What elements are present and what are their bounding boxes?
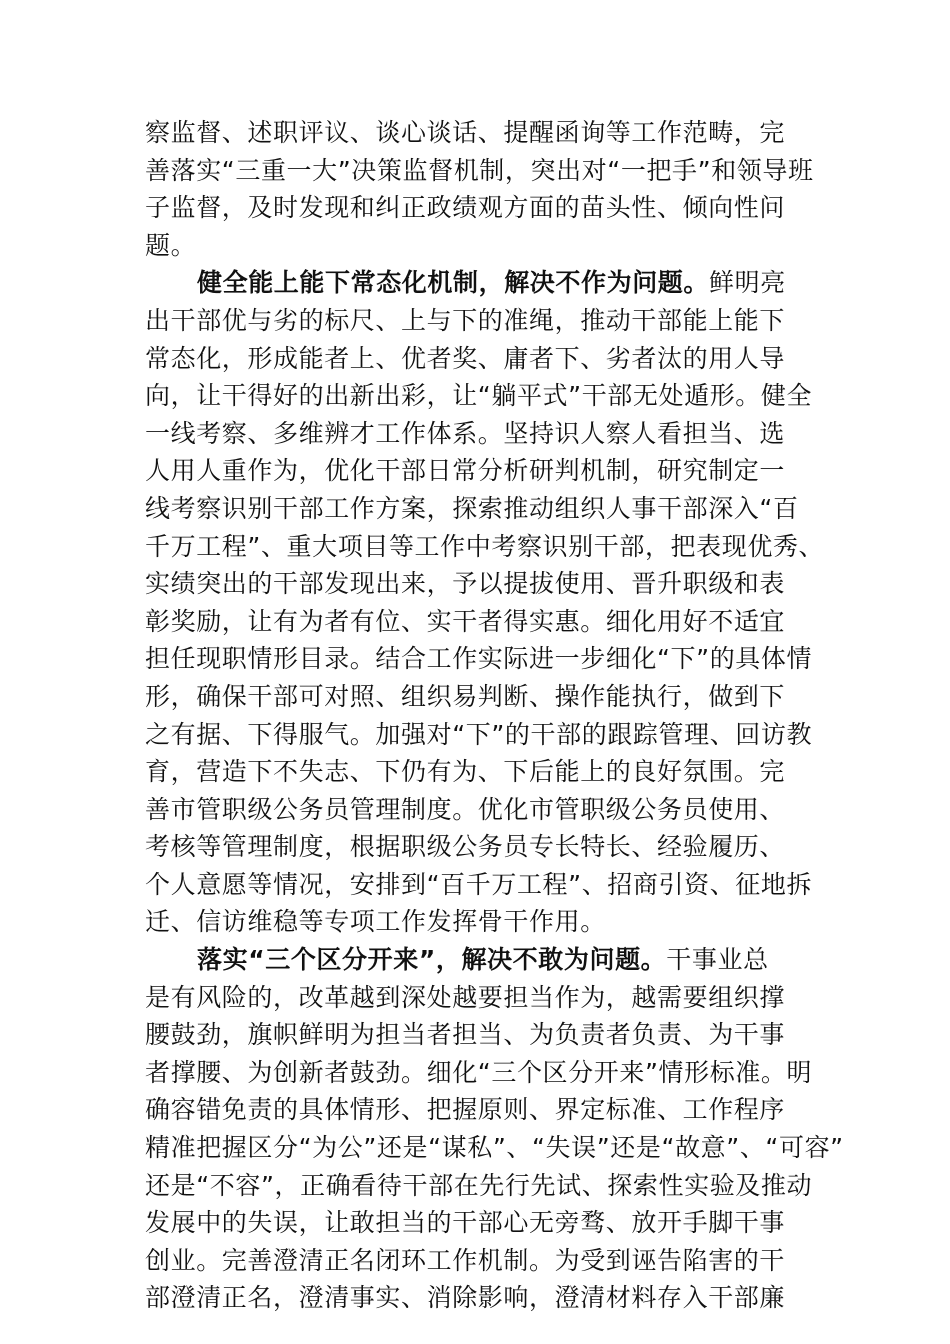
text-line: 察监督、述职评议、谈心谈话、提醒函询等工作范畴，完 xyxy=(145,118,786,147)
paragraph-heading: 健全能上能下常态化机制，解决不作为问题。 xyxy=(197,268,710,298)
text-line: 腰鼓劲，旗帜鲜明为担当者担当、为负责者负责、为干事 xyxy=(145,1020,786,1050)
text-line: 彰奖励，让有为者有位、实干者得实惠。细化用好不适宜 xyxy=(145,606,786,636)
text-line: 考核等管理制度，根据职级公务员专长特长、经验履历、 xyxy=(145,832,786,862)
text-line: 人用人重作为，优化干部日常分析研判机制，研究制定一 xyxy=(145,456,786,486)
text-line: 形，确保干部可对照、组织易判断、操作能执行，做到下 xyxy=(145,681,786,711)
text-line: 善市管职级公务员管理制度。优化市管职级公务员使用、 xyxy=(145,794,786,824)
text-line: 育，营造下不失志、下仍有为、下后能上的良好氛围。完 xyxy=(145,757,786,787)
paragraph xyxy=(145,264,825,941)
text-line: 精准把握区分“为公”还是“谋私”、“失误”还是“故意”、“可容” xyxy=(145,1133,844,1163)
paragraph-first-line xyxy=(145,941,813,979)
text-line: 一线考察、多维辨才工作体系。坚持识人察人看担当、选 xyxy=(145,418,786,448)
document-body xyxy=(145,114,844,1317)
text-run: 干事业总 xyxy=(666,945,769,975)
text-line: 子监督，及时发现和纠正政绩观方面的苗头性、倾向性问 xyxy=(145,193,786,223)
paragraph xyxy=(145,941,844,1317)
text-line: 千万工程”、重大项目等工作中考察识别干部，把表现优秀、 xyxy=(145,531,825,561)
text-line: 迁、信访维稳等专项工作发挥骨干作用。 xyxy=(145,907,606,937)
text-line: 者撑腰、为创新者鼓劲。细化“三个区分开来”情形标准。明 xyxy=(145,1057,813,1087)
text-line: 创业。完善澄清正名闭环工作机制。为受到诬告陷害的干 xyxy=(145,1245,786,1275)
paragraph xyxy=(145,114,813,264)
text-line: 实绩突出的干部发现出来，予以提拔使用、晋升职级和表 xyxy=(145,569,786,599)
text-line: 出干部优与劣的标尺、上与下的准绳，推动干部能上能下 xyxy=(145,305,786,335)
text-line: 确容错免责的具体情形、把握原则、界定标准、工作程序 xyxy=(145,1095,786,1125)
text-line: 还是“不容”，正确看待干部在先行先试、探索性实验及推动 xyxy=(145,1170,813,1200)
text-line: 部澄清正名，澄清事实、消除影响，澄清材料存入干部廉 xyxy=(145,1283,786,1313)
text-line: 发展中的失误，让敢担当的干部心无旁骛、放开手脚干事 xyxy=(145,1208,786,1238)
text-line: 向，让干得好的出新出彩，让“躺平式”干部无处遁形。健全 xyxy=(145,381,813,411)
text-line: 题。 xyxy=(145,230,197,260)
paragraph-first-line xyxy=(145,264,813,302)
text-line: 线考察识别干部工作方案，探索推动组织人事干部深入“百 xyxy=(145,493,799,523)
text-line: 常态化，形成能者上、优者奖、庸者下、劣者汰的用人导 xyxy=(145,343,786,373)
text-line: 善落实“三重一大”决策监督机制，突出对“一把手”和领导班 xyxy=(145,155,814,185)
text-line: 是有风险的，改革越到深处越要担当作为，越需要组织撑 xyxy=(145,982,786,1012)
text-run: 鲜明亮 xyxy=(709,268,786,298)
text-line: 担任现职情形目录。结合工作实际进一步细化“下”的具体情 xyxy=(145,644,813,674)
text-line: 之有据、下得服气。加强对“下”的干部的跟踪管理、回访教 xyxy=(145,719,813,749)
paragraph-heading: 落实“三个区分开来”，解决不敢为问题。 xyxy=(197,945,667,975)
text-line: 个人意愿等情况，安排到“百千万工程”、招商引资、征地拆 xyxy=(145,869,813,899)
